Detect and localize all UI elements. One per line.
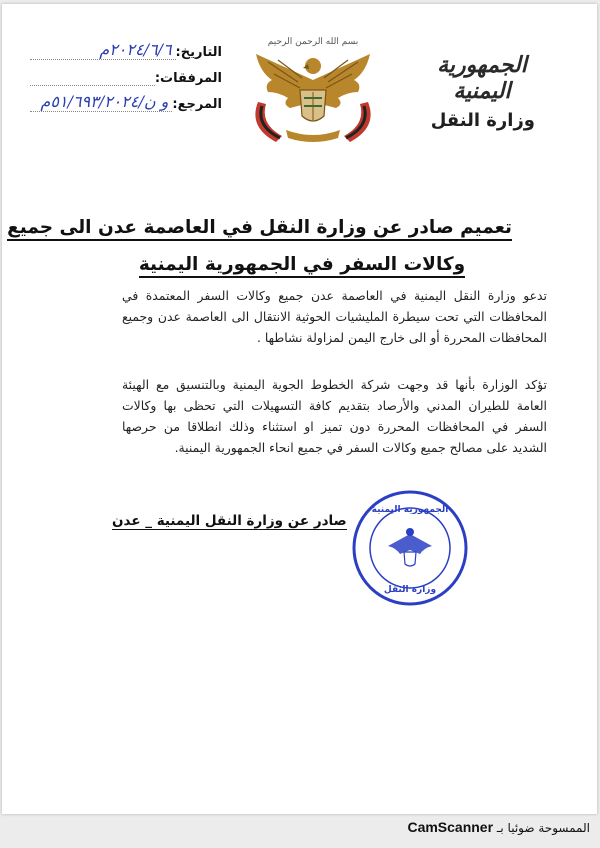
date-value: ٢٠٢٤/٦/٦م <box>30 40 176 60</box>
svg-text:وزارة النقل: وزارة النقل <box>383 585 437 595</box>
date-row <box>30 34 222 60</box>
ministry-stamp-icon <box>350 488 470 608</box>
svg-text:الجمهورية اليمنية: الجمهورية اليمنية <box>371 505 449 515</box>
eagle-emblem-icon <box>238 32 388 152</box>
camscanner-label: CamScanner <box>407 819 494 835</box>
republic-name: الجمهورية اليمنية <box>437 52 527 104</box>
attachments-label: المرفقات: <box>154 71 222 86</box>
basmala-text: بسم الله الرحمن الرحيم <box>267 37 359 47</box>
scanned-by-text: الممسوحة ضوئيا بـ <box>496 821 590 835</box>
circular-title-line1: تعميم صادر عن وزارة النقل في العاصمة عدن الى جميع <box>92 217 512 238</box>
attachments-row <box>30 60 222 86</box>
letter-metadata <box>30 34 222 112</box>
issuer-line: صادر عن وزارة النقل اليمنية _ عدن <box>112 513 347 529</box>
date-label: التاريخ: <box>175 45 222 60</box>
reference-label: المرجع: <box>172 97 222 112</box>
attachments-value <box>30 85 155 86</box>
document-page <box>2 4 597 814</box>
reference-value: و ن/٥١/٦٩٣/٢٠٢٤م <box>30 92 172 112</box>
reference-row <box>30 86 222 112</box>
body-paragraph-2: تؤكد الوزارة بأنها قد وجهت شركة الخطوط الجوية اليمنية وبالتنسيق مع الهيئة العامة للطيران المدني والأرصاد بتقديم كافة التسهيلات التي تحظى بها وكالات السفر في المحافظات المحررة دون تميز او استثناء وذلك انطلاقا من حرصها الشديد على مصالح جميع وكالات السفر في جميع انحاء الجمهورية اليمنية. <box>122 377 547 455</box>
body-paragraph-1: تدعو وزارة النقل اليمنية في العاصمة عدن جميع وكالات السفر المعتمدة في المحافظات التي تحت سيطرة المليشيات الحوثية الانتقال الى العاصمة عدن وجميع المحافظات المحررة أو الى خارج اليمن لمزاولة نشاطها . <box>122 288 547 345</box>
ministry-name: وزارة النقل <box>430 110 535 131</box>
circular-title-line2: وكالات السفر في الجمهورية اليمنية <box>92 254 512 275</box>
letterhead-right <box>407 52 557 131</box>
scanner-footer <box>400 819 590 835</box>
